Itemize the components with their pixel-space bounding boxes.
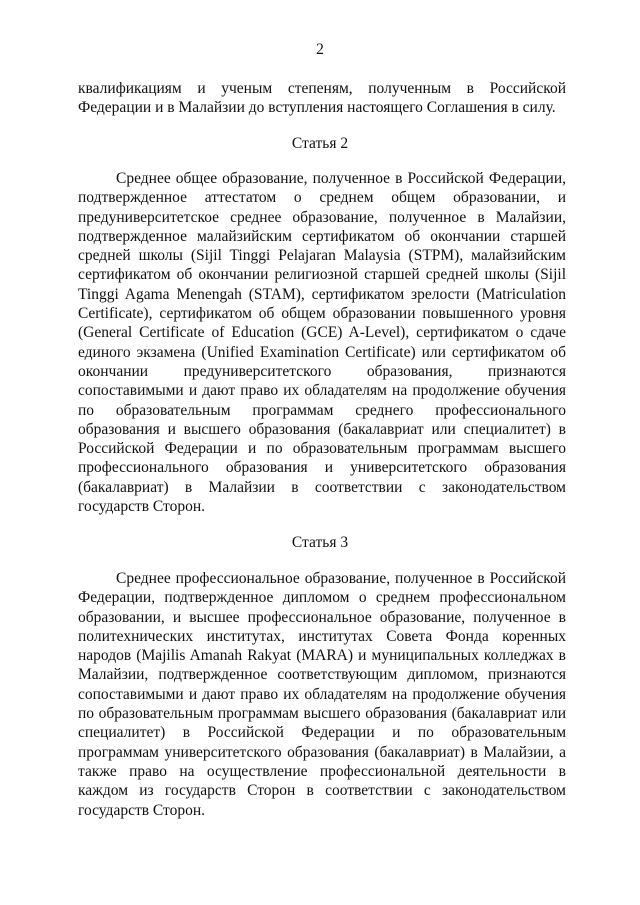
article-2-heading: Статья 2 [291, 135, 349, 152]
article-3-heading: Статья 3 [291, 534, 349, 551]
article-3-paragraph: Среднее профессиональное образование, полученное в Российской Федерации, подтвержденное дипломом о среднем профессиональном образовании, и высшее профессиональное образование, полученное в политехнических институтах, институтах Совета Фонда коренных народов (Majilis Amanah Rakyat (MARA) и муниципальных колледжах в Малайзии, подтвержденное соответствующим дипломом, признаются сопоставимыми и дают право их обладателям на продолжение обучения по образовательным программам высшего образования (бакалавриат или специалитет) в Российской Федерации и по образовательным программам университетского образования (бакалавриат) в Малайзии, а также право на осуществление профессиональной деятельности в каждом из государств Сторон в соответствии с законодательством государств Сторон. [78, 570, 566, 819]
article-3-body [78, 569, 566, 820]
intro-paragraph-block [78, 79, 566, 118]
article-2-paragraph: Среднее общее образование, полученное в Российской Федерации, подтвержденное аттестатом о среднем общем образовании, и предуниверситетское среднее образование, полученное в Малайзии, подтвержденное малайзийским сертификатом об окончании старшей средней школы (Sijil Tinggi Pelajaran Malaysia (STPM), малайзийским сертификатом об окончании религиозной старшей средней школы (Sijil Tinggi Agama Menengah (STAM), сертификатом зрелости (Matriculation Certificate), сертификатом об общем образовании повышенного уровня (General Certificate of Education (GCE) A-Level), сертификатом о сдаче единого экзамена (Unified Examination Certificate) или сертификатом об окончании предуниверситетского образования, признаются сопоставимыми и дают право их обладателям на продолжение обучения по образовательным программам среднего профессионального образования и высшего образования (бакалавриат или специалитет) в Российской Федерации и по образовательным программам высшего профессионального образования и университетского образования (бакалавриат) в Малайзии в соответствии с законодательством государств Сторон. [78, 170, 566, 516]
article-2-body [78, 169, 566, 516]
page-number: 2 [316, 41, 324, 58]
intro-paragraph: квалификациям и ученым степеням, полученным в Российской Федерации и в Малайзии до вступления настоящего Соглашения в силу. [78, 80, 566, 117]
